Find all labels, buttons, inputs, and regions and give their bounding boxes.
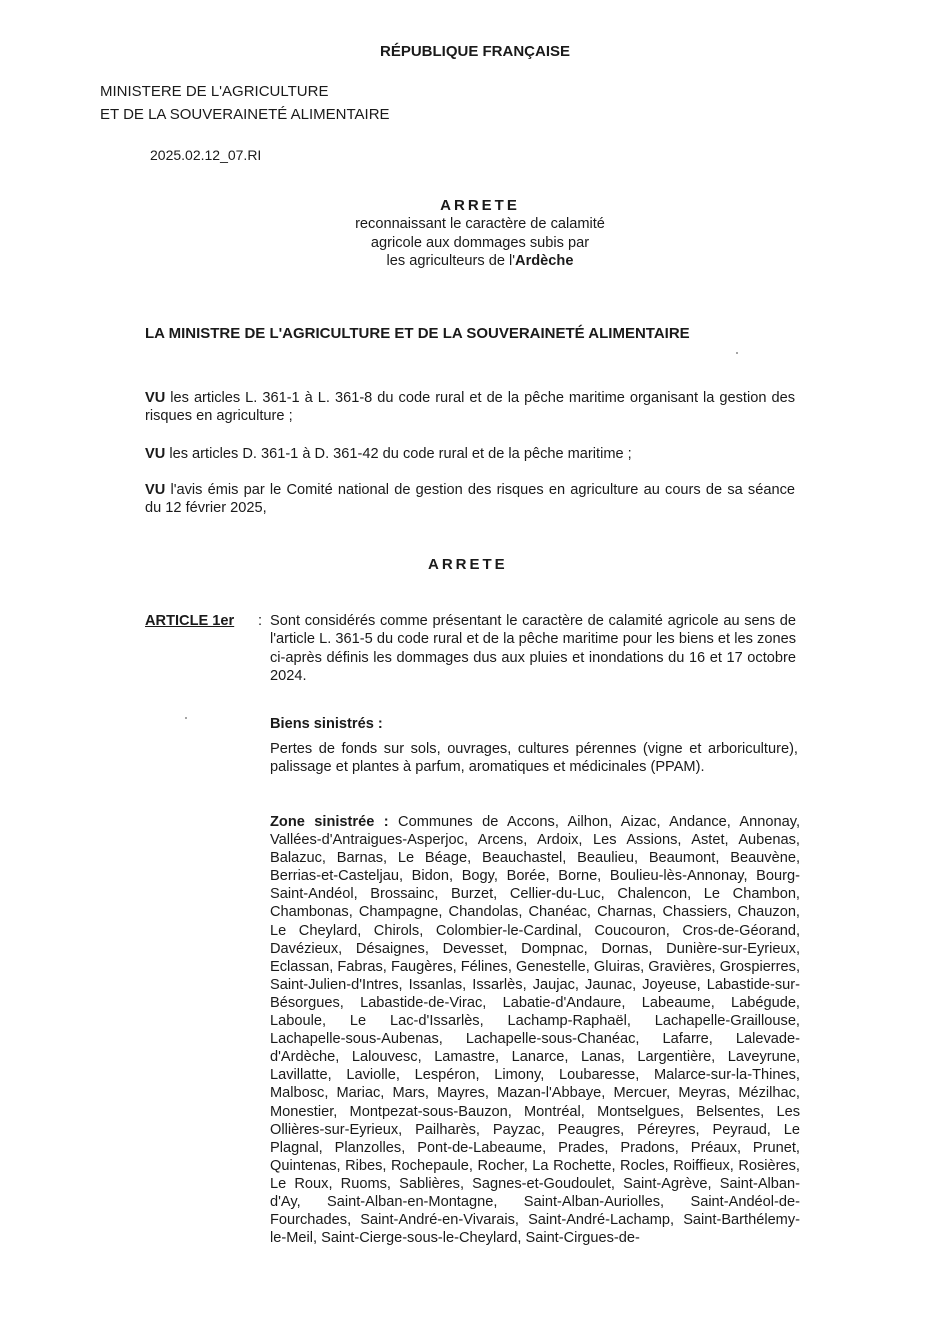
republique-heading: RÉPUBLIQUE FRANÇAISE [380,43,571,60]
zone-sinistree-communes: Communes de Accons, Ailhon, Aizac, Andance, Annonay, Vallées-d'Antraigues-Asperjoc, Arcens, Ardoix, Les Assions, Astet, Aubenas, Balazuc, Barnas, Le Béage, Beauchastel, Beaulieu, Beaumont, Beauvène, Berrias-et-Casteljau, Bidon, Bogy, Borée, Borne, Boulieu-lès-Annonay, Bourg-Saint-Andéol, Brossainc, Burzet, Cellier-du-Luc, Chalencon, Le Chambon, Chambonas, Champagne, Chandolas, Chanéac, Charnas, Chassiers, Chauzon, Le Cheylard, Chirols, Colombier-le-Cardinal, Coucouron, Cros-de-Géorand, Davézieux, Désaignes, Devesset, Dompnac, Dornas, Dunière-sur-Eyrieux, Eclassan, Fabras, Faugères, Félines, Genestelle, Gluiras, Gravières, Grospierres, Saint-Julien-d'Intres, Issanlas, Issarlès, Jaujac, Jaunac, Joyeuse, Labastide-sur-Bésorgues, Labastide-de-Virac, Labatie-d'Andaure, Labeaume, Labégude, Laboule, Le Lac-d'Issarlès, Lachamp-Raphaël, Lachapelle-Graillouse, Lachapelle-sous-Aubenas, Lachapelle-sous-Chanéac, Lafarre, Lalevade-d'Ardèche, Lalouvesc, Lamastre, Lanarce, Lanas, Largentière, Laveyrune, Lavillatte, Laviolle, Lespéron, Limony, Loubaresse, Malarce-sur-la-Thines, Malbosc, Mariac, Mars, Mayres, Mazan-l'Abbaye, Mercuer, Meyras, Mézilhac, Monestier, Montpezat-sous-Bauzon, Montréal, Montselgues, Belsentes, Les Ollières-sur-Eyrieux, Pailharès, Payzac, Peaugres, Péreyres, Peyraud, Le Plagnal, Planzolles, Pont-de-Labeaume, Prades, Pradons, Préaux, Prunet, Quintenas, Ribes, Rochepaule, Rocher, La Rochette, Rocles, Roiffieux, Rosières, Le Roux, Ruoms, Sablières, Sagnes-et-Goudoulet, Saint-Agrève, Saint-Alban-d'Ay, Saint-Alban-en-Montagne, Saint-Alban-Auriolles, Saint-Andéol-de-Fourchades, Saint-André-en-Vivarais, Saint-André-Lachamp, Saint-Barthélemy-le-Meil, Saint-Cierge-sous-le-Cheylard, Saint-Cirgues-de- [270,814,801,1247]
decree-title-line-3 [330,252,630,270]
zone-sinistree [270,813,800,1247]
visa-label: VU [145,482,166,498]
visa-label: VU [145,390,166,406]
article-1-text: Sont considérés comme présentant le caractère de calamité agricole au sens de l'article L. 361-5 du code rural et de la pêche maritime pour les biens et les zones ci-après définis les dommages dus aux pluies et inondations du 16 et 17 octobre 2024. [270,613,796,685]
department-name: Ardèche [515,253,574,270]
zone-sinistree-label: Zone sinistrée : [270,814,389,830]
visa-text: les articles L. 361-1 à L. 361-8 du code rural et de la pêche maritime organisant la gestion des risques en agriculture ; [145,390,795,425]
decree-heading: ARRETE [440,197,520,214]
visa-label: VU [145,446,166,462]
visa-text: l'avis émis par le Comité national de gestion des risques en agriculture au cours de sa séance du 12 février 2025, [145,482,795,517]
ministry-block [100,80,390,126]
ministry-line-2: ET DE LA SOUVERAINETÉ ALIMENTAIRE [100,106,390,123]
article-1-colon: : [258,613,263,629]
decree-title-line-2: agricole aux dommages subis par [370,234,590,251]
scan-speck [185,717,187,719]
decree-title-prefix: les agriculteurs de l' [386,253,516,270]
scan-speck [736,352,738,354]
ministry-line-1: MINISTERE DE L'AGRICULTURE [100,83,329,100]
document-reference: 2025.02.12_07.RI [150,147,262,163]
decree-title-line-1: reconnaissant le caractère de calamité [355,216,605,233]
decree-title-block [330,197,630,271]
visa-text: les articles D. 361-1 à D. 361-42 du code rural et de la pêche maritime ; [165,446,632,462]
article-1-label: ARTICLE 1er [145,613,235,629]
minister-heading: LA MINISTRE DE L'AGRICULTURE ET DE LA SOUVERAINETÉ ALIMENTAIRE [145,325,690,342]
biens-sinistres-label: Biens sinistrés : [270,716,383,732]
visa-2 [145,445,795,463]
biens-sinistres-text: Pertes de fonds sur sols, ouvrages, cultures pérennes (vigne et arboriculture), palissage et plantes à parfum, aromatiques et médicinales (PPAM). [270,741,798,776]
visa-1 [145,389,795,426]
arrete-heading: ARRETE [428,556,508,573]
visa-3 [145,481,795,518]
